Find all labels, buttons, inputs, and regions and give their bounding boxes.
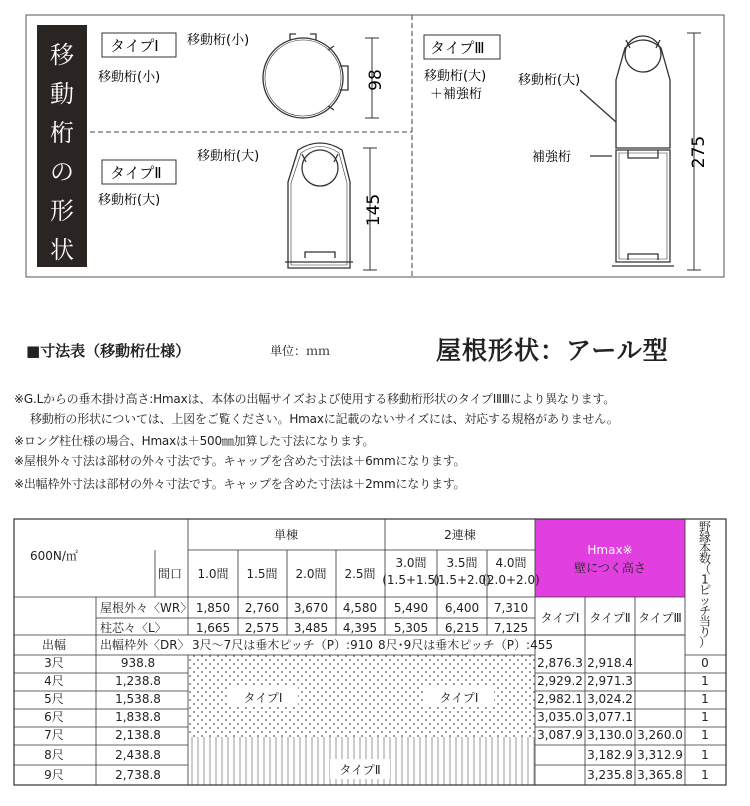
type3-desc1: 移動桁(大)	[424, 69, 487, 84]
row-size: 3尺	[44, 656, 64, 670]
side-title-char: 移	[50, 41, 74, 69]
row-hmax-type2: 3,235.8	[587, 768, 633, 782]
row-dr: 1,238.8	[115, 674, 161, 688]
row-rafter-count: 1	[701, 692, 709, 706]
row-hmax-type2: 2,971.3	[587, 674, 633, 688]
row-dr: 938.8	[120, 656, 156, 670]
hmax-subtitle: 壁につく高さ	[574, 561, 646, 575]
unit-label: 単位：ｍｍ	[270, 344, 331, 358]
row-hmax-type3: 3,260.0	[637, 728, 683, 742]
roof-shape-title: 屋根形状：アール型	[436, 336, 669, 365]
row-rafter-count: 1	[701, 710, 709, 724]
rafter-header-char: 縁	[698, 530, 712, 545]
col-header-double: 3.5間	[446, 556, 478, 570]
row-size: 7尺	[44, 728, 64, 742]
side-title-char: 動	[50, 80, 74, 108]
type3-desc2: ＋補強桁	[430, 87, 483, 102]
row-hmax-type3: 3,312.9	[637, 748, 683, 762]
wr-value: 1,850	[195, 601, 231, 615]
l-value: 2,575	[244, 621, 280, 635]
type2-label: タイプⅡ	[110, 164, 162, 182]
rafter-header-char: ッ	[698, 593, 712, 608]
type2-dim-value: 145	[364, 193, 384, 227]
dr-label: 出幅枠外〈DR〉	[100, 638, 190, 652]
col-header-double-sub: (1.5+2.0)	[433, 573, 491, 587]
row-size: 5尺	[44, 692, 64, 706]
type3-part-top: 移動桁(大)	[518, 73, 581, 88]
side-title-char: 状	[50, 236, 74, 264]
col-header-double: 4.0間	[495, 556, 527, 570]
rafter-header-char: （	[698, 562, 712, 576]
note-shape: 移動桁の形状については、上図をご覧ください。Hmaxに記載のないサイズには、対応する規格がありません。	[30, 412, 619, 426]
member-shape-diagram	[0, 0, 750, 300]
col-header-double: 3.0間	[395, 556, 427, 570]
hmax-title: Hmax※	[587, 543, 633, 557]
wr-value: 3,670	[293, 601, 329, 615]
l-label: 柱芯々〈L〉	[100, 621, 167, 635]
col-header-single: 2.0間	[295, 567, 327, 581]
l-values	[196, 621, 528, 635]
row-hmax-type2: 2,918.4	[587, 656, 633, 670]
row-dr: 2,438.8	[115, 748, 161, 762]
type2-desc: 移動桁(大)	[98, 193, 161, 208]
row-size: 6尺	[44, 710, 64, 724]
row-size: 8尺	[44, 748, 64, 762]
wr-value: 7,310	[493, 601, 529, 615]
type3-dim-value: 275	[689, 135, 709, 169]
rafter-count-header	[699, 520, 711, 650]
hmax-type-header: タイプⅡ	[589, 611, 631, 625]
type1-label: タイプⅠ	[110, 37, 159, 55]
type2-part-label: 移動桁(大)	[197, 149, 260, 164]
row-hmax-type1: 2,929.2	[537, 674, 583, 688]
row-rafter-count: 0	[701, 656, 709, 670]
row-hmax-type2: 3,130.0	[587, 728, 633, 742]
type2-region-label: タイプⅡ	[339, 763, 381, 777]
rafter-header-char: 野	[698, 520, 712, 534]
row-dr: 2,138.8	[115, 728, 161, 742]
wr-label: 屋根外々〈WR〉	[100, 601, 193, 615]
col-header-single: 2.5間	[344, 567, 376, 581]
note-long-column: ※ロング柱仕様の場合、Hmaxは＋500㎜加算した寸法になります。	[14, 434, 375, 448]
note-roof-outer: ※屋根外々寸法は部材の外々寸法です。キャップを含めた寸法は＋6mmになります。	[14, 454, 466, 468]
l-value: 1,665	[195, 621, 231, 635]
row-dr: 1,538.8	[115, 692, 161, 706]
row-dr: 1,838.8	[115, 710, 161, 724]
l-value: 4,395	[342, 621, 378, 635]
type3-part-bottom: 補強桁	[532, 150, 572, 165]
double-header: 2連棟	[444, 528, 476, 542]
l-value: 3,485	[293, 621, 329, 635]
pitch-note-2: 8尺･9尺は垂木ピッチ（P）:455	[378, 638, 553, 652]
maguchi-label: 間口	[158, 567, 183, 581]
hmax-type-header: タイプⅢ	[638, 611, 682, 625]
row-dr: 2,738.8	[115, 768, 161, 782]
side-title-char: の	[50, 158, 74, 186]
column-headers	[197, 556, 539, 587]
l-value: 6,215	[444, 621, 480, 635]
rafter-header-char: 本	[698, 541, 712, 555]
pitch-note-1: 3尺〜7尺は垂木ピッチ（P）:910	[192, 638, 373, 652]
row-hmax-type3: 3,365.8	[637, 768, 683, 782]
rafter-header-char: ）	[698, 635, 712, 650]
row-rafter-count: 1	[701, 674, 709, 688]
rafter-header-char: チ	[698, 604, 712, 618]
row-rafter-count: 1	[701, 748, 709, 762]
wr-value: 5,490	[393, 601, 429, 615]
col-header-double-sub: (1.5+1.5)	[382, 573, 440, 587]
wr-value: 6,400	[444, 601, 480, 615]
row-hmax-type1: 3,087.9	[537, 728, 583, 742]
row-hmax-type2: 3,024.2	[587, 692, 633, 706]
side-title-char: 桁	[50, 119, 74, 147]
rafter-header-char: 数	[698, 551, 712, 566]
l-value: 7,125	[493, 621, 529, 635]
type3-label: タイプⅢ	[430, 39, 485, 57]
row-size: 9尺	[44, 768, 64, 782]
rafter-header-char: ピ	[698, 583, 712, 597]
row-rafter-count: 1	[701, 768, 709, 782]
single-header: 単棟	[273, 528, 299, 542]
wr-values	[196, 601, 528, 615]
row-hmax-type2: 3,182.9	[587, 748, 633, 762]
row-size: 4尺	[44, 674, 64, 688]
type1-part-label: 移動桁(小)	[187, 33, 250, 48]
hmax-header-cell	[535, 519, 685, 597]
note-projection-outer: ※出幅枠外寸法は部材の外々寸法です。キャップを含めた寸法は＋2mmになります。	[14, 477, 466, 491]
row-hmax-type1: 2,876.3	[537, 656, 583, 670]
row-hmax-type1: 2,982.1	[537, 692, 583, 706]
col-header-double-sub: (2.0+2.0)	[482, 573, 540, 587]
rafter-header-char: 当	[698, 614, 712, 629]
wr-value: 4,580	[342, 601, 378, 615]
hmax-type-header: タイプⅠ	[540, 611, 580, 625]
l-value: 5,305	[393, 621, 429, 635]
col-header-single: 1.5間	[246, 567, 278, 581]
debaba-label: 出幅	[41, 638, 67, 652]
type1-region-label-single: タイプⅠ	[243, 691, 283, 705]
note-hmax: ※G.Lからの垂木掛け高さ:Hmaxは、本体の出幅サイズおよび使用する移動桁形状のタイプⅠⅡⅢにより異なります。	[14, 392, 616, 406]
load-label: 600N/㎡	[30, 549, 78, 563]
dimension-table	[0, 510, 750, 806]
side-title-char: 形	[50, 197, 74, 225]
col-header-single: 1.0間	[197, 567, 229, 581]
hmax-type-headers	[541, 611, 682, 625]
rafter-header-char: り	[698, 625, 712, 639]
section-title: ■寸法表（移動桁仕様）	[26, 342, 191, 360]
type1-desc: 移動桁(小)	[98, 70, 161, 85]
row-hmax-type2: 3,077.1	[587, 710, 633, 724]
rafter-header-char: 1	[701, 572, 709, 587]
wr-value: 2,760	[244, 601, 280, 615]
type1-region-label-double: タイプⅠ	[439, 691, 479, 705]
type1-dim-value: 98	[366, 69, 386, 91]
row-rafter-count: 1	[701, 728, 709, 742]
row-hmax-type1: 3,035.0	[537, 710, 583, 724]
